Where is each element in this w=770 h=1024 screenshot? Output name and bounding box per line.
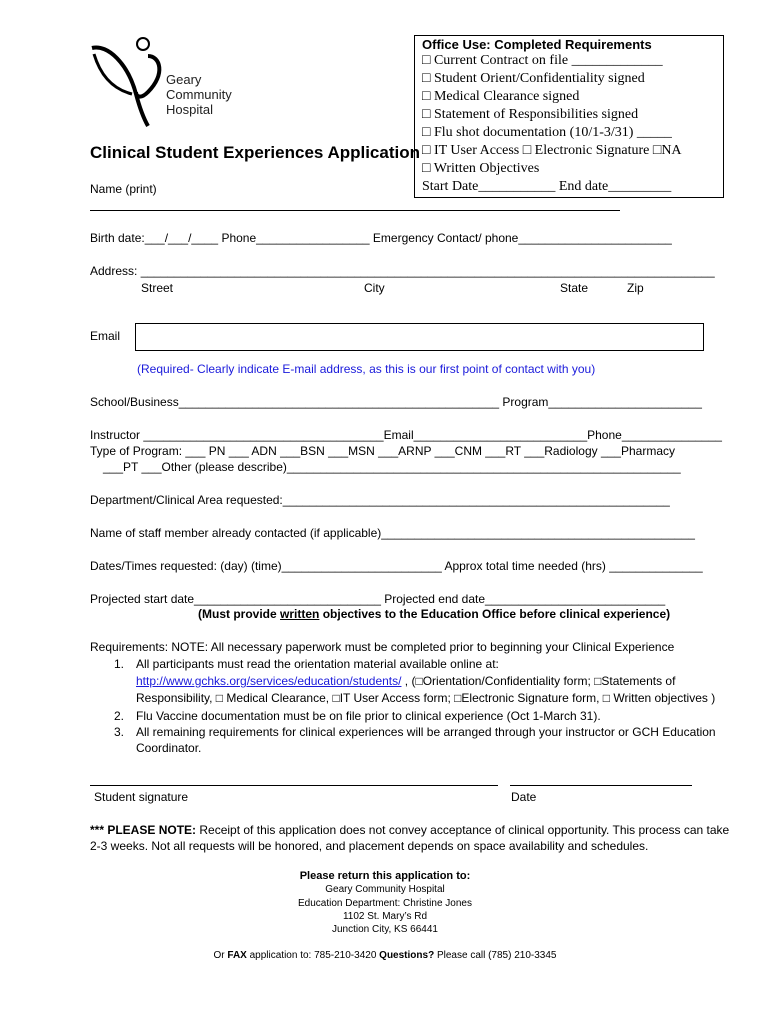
return-street: 1102 St. Mary’s Rd (342, 911, 428, 922)
address-row[interactable]: Address: ______________________________________________________________________________________ (90, 264, 715, 278)
fax-text: application to: 785-210-3420 (246, 950, 380, 961)
dates-times-row[interactable]: Dates/Times requested: (day) (time)________________________ Approx total time needed (hrs) ______________ (90, 559, 703, 573)
return-org: Geary Community Hospital (325, 884, 445, 895)
req-3-text: All remaining requirements for clinical experiences will be arranged through your instructor or GCH Education (136, 725, 716, 739)
program-type-row-2[interactable]: ___PT ___Other (please describe)___________________________________________________________ (103, 460, 681, 474)
instructor-row[interactable]: Instructor ____________________________________Email__________________________Phone_______________ (90, 428, 722, 442)
please-note-text-2: 2-3 weeks. Not all requests will be honored, and placement depends on space availability and schedules. (90, 839, 649, 853)
questions-label: Questions? (379, 950, 435, 961)
req-2-text: Flu Vaccine documentation must be on file prior to clinical experience (Oct 1-March 31). (136, 709, 601, 723)
footer-or: Or (213, 950, 228, 961)
office-item-medical: □ Medical Clearance signed (422, 89, 580, 104)
objectives-note-pre: (Must provide (198, 607, 281, 621)
logo-text-line2: Community (166, 87, 232, 102)
email-input[interactable] (135, 323, 704, 351)
date-label: Date (511, 790, 537, 804)
questions-text: Please call (785) 210-3345 (434, 950, 557, 961)
school-program-row[interactable]: School/Business________________________________________________ Program_______________________ (90, 395, 702, 409)
requirements-intro: Requirements: NOTE: All necessary paperwork must be completed prior to beginning your Clinical Experience (90, 640, 675, 654)
req-number-2: 2. (114, 709, 125, 723)
req-1-line2 (136, 673, 726, 689)
req-number-1: 1. (114, 657, 125, 671)
city-label: City (364, 281, 385, 295)
name-field[interactable] (90, 210, 620, 211)
logo-swirl-icon (88, 34, 168, 129)
student-signature-label: Student signature (94, 790, 189, 804)
logo-text-line3: Hospital (166, 102, 213, 117)
objectives-note-post: objectives to the Education Office before clinical experience) (319, 607, 671, 621)
street-label: Street (141, 281, 174, 295)
office-item-responsibilities: □ Statement of Responsibilities signed (422, 107, 639, 122)
email-label: Email (90, 329, 121, 343)
office-item-it-access: □ IT User Access □ Electronic Signature □NA (422, 143, 682, 158)
name-label: Name (print) (90, 182, 157, 196)
office-use-box (414, 35, 724, 198)
req-3-line2: Coordinator. (136, 741, 202, 755)
req-1-line3: Responsibility, □ Medical Clearance, □IT User Access form; □Electronic Signature form, □ Written objectives ) (136, 691, 716, 705)
office-item-contract: □ Current Contract on file _____________ (422, 53, 663, 68)
return-dept: Education Department: Christine Jones (298, 898, 472, 909)
email-note: (Required- Clearly indicate E-mail address, as this is our first point of contact with you) (137, 362, 596, 376)
zip-label: Zip (627, 281, 644, 295)
objectives-note-written: written (280, 607, 320, 621)
footer-contact (0, 950, 770, 961)
department-row[interactable]: Department/Clinical Area requested:__________________________________________________________ (90, 493, 670, 507)
req-1-text: All participants must read the orientation material available online at: (136, 657, 499, 671)
office-use-heading: Office Use: Completed Requirements (422, 37, 652, 52)
office-item-objectives: □ Written Objectives (422, 161, 540, 176)
office-dates: Start Date___________ End date_________ (422, 179, 672, 194)
return-city: Junction City, KS 66441 (332, 924, 438, 935)
req-1-line2-rest: , (□Orientation/Confidentiality form; □Statements of (401, 674, 676, 688)
date-line[interactable] (510, 785, 692, 786)
please-note (90, 823, 729, 837)
please-note-label: *** PLEASE NOTE: (90, 823, 197, 837)
page-title: Clinical Student Experiences Application (90, 143, 420, 162)
return-heading: Please return this application to: (299, 870, 471, 882)
state-label: State (560, 281, 589, 295)
hospital-logo (88, 34, 248, 129)
req-number-3: 3. (114, 725, 125, 739)
please-note-text-1: Receipt of this application does not convey acceptance of clinical opportunity. This process can take (196, 823, 730, 837)
birth-phone-emergency-row[interactable]: Birth date:___/___/____ Phone_________________ Emergency Contact/ phone_______________________ (90, 231, 672, 245)
objectives-note (198, 607, 670, 621)
logo-text-line1: Geary (166, 72, 202, 87)
staff-contacted-row[interactable]: Name of staff member already contacted (if applicable)_______________________________________________ (90, 526, 695, 540)
orientation-link[interactable]: http://www.gchks.org/services/education/students/ (136, 674, 402, 688)
projected-dates-row[interactable]: Projected start date____________________________ Projected end date___________________________ (90, 592, 666, 606)
fax-label: FAX (227, 950, 247, 961)
student-signature-line[interactable] (90, 785, 498, 786)
program-type-row[interactable]: Type of Program: ___ PN ___ ADN ___BSN ___MSN ___ARNP ___CNM ___RT ___Radiology ___Pharmacy (90, 444, 675, 458)
office-item-orientation: □ Student Orient/Confidentiality signed (422, 71, 645, 86)
office-item-flu: □ Flu shot documentation (10/1-3/31) _____ (422, 125, 672, 140)
